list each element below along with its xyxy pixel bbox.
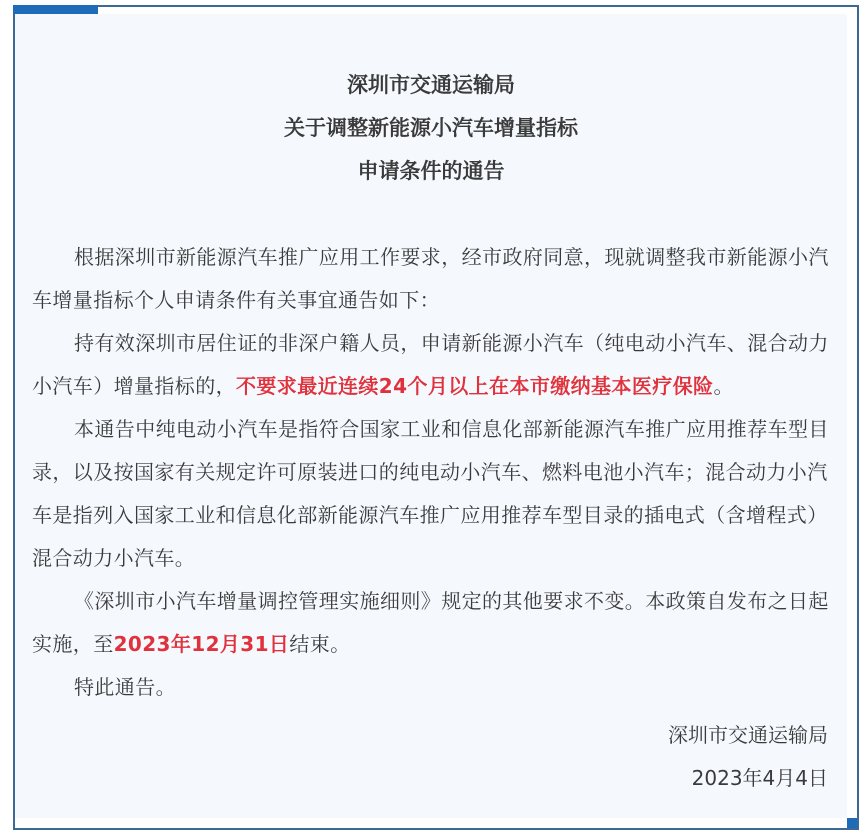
validity-text: 《深圳市小汽车增量调控管理实施细则》规定的其他要求不变。本政策自发布之日起实施，至: [32, 589, 829, 656]
title-line-subject: 关于调整新能源小汽车增量指标: [284, 116, 578, 140]
eligibility-text: 持有效深圳市居住证的非深户籍人员，申请新能源小汽车（纯电动小汽车、混合动力小汽车）增量指标的，: [32, 331, 829, 398]
title-line-issuer: 深圳市交通运输局: [347, 73, 515, 97]
notice-body: [32, 236, 832, 709]
eligibility-end: 。: [713, 374, 734, 398]
paragraph-closing: 特此通告。: [74, 675, 176, 699]
paragraph-definitions: 本通告中纯电动小汽车是指符合国家工业和信息化部新能源汽车推广应用推荐车型目录，以及按国家有关规定许可原装进口的纯电动小汽车、燃料电池小汽车；混合动力小汽车是指列入国家工业和信息化部新能源汽车推广应用推荐车型目录的插电式（含增程式）混合动力小汽车。: [32, 417, 829, 570]
signature-date: 2023年4月4日: [691, 766, 828, 790]
top-left-accent-bar: [13, 5, 98, 14]
paragraph-eligibility: [32, 322, 832, 408]
validity-end-date: 2023年12月31日: [113, 632, 290, 656]
validity-end: 结束。: [289, 632, 351, 656]
title-line-type: 申请条件的通告: [357, 159, 505, 183]
paragraph-validity: [32, 580, 832, 666]
eligibility-highlight: 不要求最近连续24个月以上在本市缴纳基本医疗保险: [236, 374, 714, 398]
notice-title: [15, 64, 847, 193]
bottom-right-accent-square: [847, 818, 857, 828]
paragraph-intro: 根据深圳市新能源汽车推广应用工作要求，经市政府同意，现就调整我市新能源小汽车增量指标个人申请条件有关事宜通告如下：: [32, 245, 829, 312]
signature-organization: 深圳市交通运输局: [668, 723, 828, 747]
